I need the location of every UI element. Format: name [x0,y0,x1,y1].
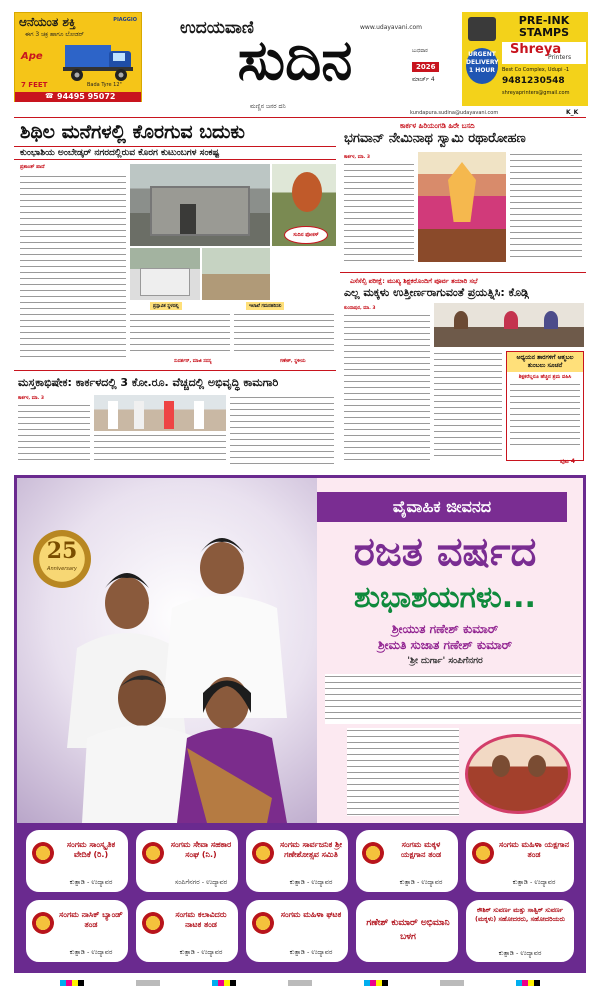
exam-box-title: ಅಧ್ಯಯನ ತಾರಗಳಿಗೆ ಆತ್ಮಬಲ ತುಂಬಲು ಸೂಚನೆ [507,352,583,372]
date-day: ಬುಧವಾರ [412,48,428,54]
udayavani-logo: ಉದಯವಾಣಿ [180,18,254,38]
org-grid [17,823,583,973]
mastaka-body-2 [94,433,226,465]
exam-kicker: ಎಸೆಸೆಲ್ಸಿ ಪರೀಕ್ಷೆ: ಮುಖ್ಯ ಶಿಕ್ಷಕರೊಂದಿಗೆ ಪೂರ್ವ ತಯಾರಿ ಸಭೆ [350,277,478,285]
ad-home-address: 'ಶ್ರೀ ದುರ್ಗಾ' ಸಂಪಿಗೆನಗರ [407,656,483,666]
mastaka-photo [94,395,226,431]
org-place: ಕುತ್ಪಾಡಿ - ಉದ್ಯಾವರ [289,878,333,886]
piaggio-ad-variant: 7 FEET [21,81,48,89]
org-place: ಕುತ್ಪಾಡಿ - ಉದ್ಯಾವರ [179,948,223,956]
ad-couple-wife: ಶ್ರೀಮತಿ ಸುಜಾತ ಗಣೇಶ್ ಕುಮಾರ್ [378,638,512,652]
main-subhead-bar [14,146,336,160]
karkala-body-left [344,162,414,262]
karkala-body-right [510,152,582,262]
cmyk-mark [60,980,84,986]
edition-email: kundapura.sudina@udayavani.com [410,110,499,116]
org-name: ಕೌಶಿಕ್ ಸುವರ್ಣ ಮತ್ತು ಸಾತ್ವಿಕ್ ಸುವರ್ಣ (ಮಕ್ಕಳು) ಸಹೋದರರು, ಸಹೋದರಿಯರು [475,906,565,923]
org-card-2 [135,829,239,893]
sangama-emblem-icon [32,912,54,934]
org-name: ಸಂಗಮ ಕಲಾವಿದರು ನಾಟಕ ತಂಡ [175,910,227,929]
karkala-article [340,118,586,268]
org-card-7 [135,899,239,963]
gray-mark [440,980,464,986]
mastakabhisheka-article [14,370,336,468]
exam-meeting-photo [434,303,584,347]
org-card-1 [25,829,129,893]
karkala-dateline: ಕಾರ್ಕಳ, ಮಾ. 3 [344,155,370,160]
shreya-ad-title: PRE-INK STAMPS [518,14,570,39]
piaggio-ad-phone-bar [15,92,141,102]
ratha-photo [418,152,506,262]
exam-headline: ಎಲ್ಲ ಮಕ್ಕಳು ಉತ್ತೀರ್ಣರಾಗುವಂತೆ ಪ್ರಯತ್ನಿಸಿ: ಕೊಡ್ಗಿ [344,286,529,299]
org-place: ಕುತ್ಪಾಡಿ - ಉದ್ಯಾವರ [512,878,556,886]
date-block [412,48,456,106]
exam-body-left [344,313,430,463]
masthead-tagline: ಮಣ್ಣಿನ ಜನರ ದನಿ [250,103,286,110]
quote-box-1 [130,312,230,356]
piaggio-ad-tyre: Bada Tyre 12" [87,82,122,88]
ad-headline-2: ರಜತ ವರ್ಷದ [353,529,537,575]
org-name: ಸಂಗಮ ನಾಸಿಕ್ ಬ್ಯಾಂಡ್ ತಂಡ [59,910,123,929]
shreya-address: Best Co Complex, Udupi -1 [502,67,570,73]
anniversary-ad [14,475,586,973]
phone-icon: ☎ [45,92,54,100]
main-byline: ಪ್ರಶಾಂತ್ ಪಾದೆ [20,164,45,170]
org-place: ಕುತ್ಪಾಡಿ - ಉದ್ಯಾವರ [498,949,542,957]
sangama-emblem-icon [472,842,494,864]
karkala-headline: ಭಗವಾನ್ ನೇಮಿನಾಥ ಸ್ವಾಮಿ ರಥಾರೋಹಣ [344,131,526,146]
sangama-emblem-icon [362,842,384,864]
mastaka-body-1 [18,403,90,465]
piaggio-ad-headline: ಆನೆಯಂತ ಶಕ್ತಿ [19,15,76,29]
main-subhead: ಕುಂಭಾಶಿಯ ಅಂಬೇಡ್ಕರ್ ನಗರದಲ್ಲಿರುವ ಕೊರಗ ಕುಟುಂಬಗಳ ಸಂಕಷ್ಟ [20,148,220,158]
org-name: ಸಂಗಮ ಮಕ್ಕಳ ಯಕ್ಷಗಾನ ತಂಡ [400,840,442,859]
shreya-email: shreyaprinters@gmail.com [502,90,570,96]
site-url: www.udayavani.com [360,24,423,31]
ad-message-text [325,674,581,724]
gray-mark [136,980,160,986]
org-name: ಸಂಗಮ ಮಹಿಳಾ ಘಟಕ [280,910,342,919]
sangama-emblem-icon [142,842,164,864]
sangama-emblem-icon [252,842,274,864]
registration-marks [60,978,540,988]
org-name: ಸಂಗಮ ಸಾರ್ವಜನಿಕ ಶ್ರೀ ಗಣೇಶೋತ್ಸವ ಸಮಿತಿ [279,840,343,859]
shreya-brand-sub: Printers [548,54,572,61]
org-place: ಕುತ್ಪಾಡಿ - ಉದ್ಯಾವರ [289,948,333,956]
wedding-photo [465,734,571,814]
continued-marker: ಪುಟ 4 [560,458,576,465]
mastakabhisheka-dateline: ಕಾರ್ಕಳ, ಮಾ. 3 [18,396,44,401]
ad-poem-text [347,728,459,816]
quote-author-2: ಗಣೇಶ್, ಸ್ಥಳೀಯ [280,359,306,364]
main-photo-house [130,164,270,246]
masthead-title: ಸುದಿನ [237,27,353,93]
main-body-text [20,174,126,360]
exam-info-box [506,351,584,461]
masthead-header [0,0,600,116]
org-name: ಗಣೇಶ್ ಕುಮಾರ್ ಅಭಿಮಾನಿ ಬಳಗ [366,918,450,942]
karkala-kicker: ಕಾರ್ಕಳ ಹಿರಿಯಂಗಡಿ ಹಿರೇ ಬಸದಿ [400,122,475,130]
date-year: 2026 [412,62,439,72]
ad-couple-husband: ಶ್ರೀಯುತ ಗಣೇಶ್ ಕುಮಾರ್ [391,622,499,636]
urgent-delivery-badge: URGENT DELIVERY 1 HOUR [466,48,498,84]
piaggio-ad-phone: 94495 95072 [57,92,116,101]
org-place: ಕುತ್ಪಾಡಿ - ಉದ್ಯಾವರ [69,948,113,956]
org-name: ಸಂಗಮ ಸಾಂಸ್ಕೃತಿಕ ವೇದಿಕೆ (ರಿ.) [66,840,116,859]
ape-truck-icon [63,41,139,83]
gray-mark [288,980,312,986]
org-card-5 [465,829,575,893]
exam-body-mid [434,351,502,461]
sangama-emblem-icon [32,842,54,864]
piaggio-ad [14,12,142,102]
quote-box-2 [234,312,334,356]
mastaka-body-3 [230,395,334,465]
main-photo-hut [130,248,200,300]
mastakabhisheka-headline: ಮಸ್ತಕಾಭಿಷೇಕ: ಕಾರ್ಕಳದಲ್ಲಿ 3 ಕೋ.ರೂ. ವೆಚ್ಚದಲ್ಲಿ ಅಭಿವೃದ್ಧಿ ಕಾಮಗಾರಿ [18,376,279,389]
stamp-device-icon [468,17,496,41]
ad-headline-3: ಶುಭಾಶಯಗಳು... [354,580,536,615]
org-card-9 [355,899,459,963]
ad-headline-1: ವೈವಾಹಿಕ ಜೀವನದ [392,497,492,516]
org-card-4 [355,829,459,893]
exam-article [340,272,586,468]
caption-department: ಇಲಾಖೆ ಗಮನಹರಿಸಲಿ [246,302,284,310]
main-headline: ಶಿಥಿಲ ಮನೆಗಳಲ್ಲಿ ಕೊರಗುವ ಬದುಕು [20,121,245,143]
cmyk-mark [364,980,388,986]
anniversary-label: Anniversary [47,566,77,572]
main-photo-street [202,248,270,300]
exam-box-body [510,382,580,448]
shreya-printers-ad [462,12,588,106]
cmyk-mark [212,980,236,986]
sangama-emblem-icon [142,912,164,934]
org-card-6 [25,899,129,963]
ad-headline-1-bar [317,492,567,522]
exam-dateline: ಕುಂದಾಪುರ, ಮಾ. 3 [344,306,376,311]
main-article [14,118,336,366]
piaggio-ad-brand: PIAGGIO [113,17,137,23]
shreya-brand: Shreya [510,42,562,57]
shreya-phone: 9481230548 [502,76,565,86]
org-name: ಸಂಗಮ ಮಹಿಳಾ ಯಕ್ಷಗಾನ ತಂಡ [498,840,570,859]
sudina-focus-badge: ಸುದಿನ ಫೋಕಸ್ [284,226,328,244]
cmyk-mark [516,980,540,986]
caption-proposed-site: ಪ್ರಸ್ತಾವಿತ ಸ್ಥಳದಲ್ಲಿ [150,302,182,310]
anniversary-number: 25 [46,538,78,564]
family-photo [37,498,317,823]
date-line: ಮಾರ್ಚ್ 4 [412,76,435,83]
piaggio-ad-subline: ಈಗ 3 ಚಕ್ರ ಹಾಗೂ ಲೋಡರ್ [25,31,84,38]
org-card-8 [245,899,349,963]
edition-code: K_K [566,109,579,116]
org-name: ಸಂಗಮ ಸೇವಾ ಸಹಕಾರ ಸಂಘ (ನಿ.) [170,840,232,859]
org-card-10 [465,899,575,963]
shreya-brand-box [502,42,586,64]
org-place: ಕುತ್ಪಾಡಿ - ಉದ್ಯಾವರ [69,878,113,886]
sangama-emblem-icon [252,912,274,934]
quote-author-1: ಸುದರ್ಶನ್, ಮಾಜಿ ಸದಸ್ಯ [174,359,212,364]
org-card-3 [245,829,349,893]
org-place: ಕುತ್ಪಾಡಿ - ಉದ್ಯಾವರ [399,878,443,886]
org-place: ಸಂಪಿಗೆನಗರ - ಉದ್ಯಾವರ [174,878,228,886]
ape-model-label: Ape [21,51,43,62]
exam-box-sub: ಶಿಕ್ಷಕರೆಲ್ಲರೂ ಹೆಚ್ಚಿನ ಶ್ರಮ ವಹಿಸಿ [518,374,572,380]
